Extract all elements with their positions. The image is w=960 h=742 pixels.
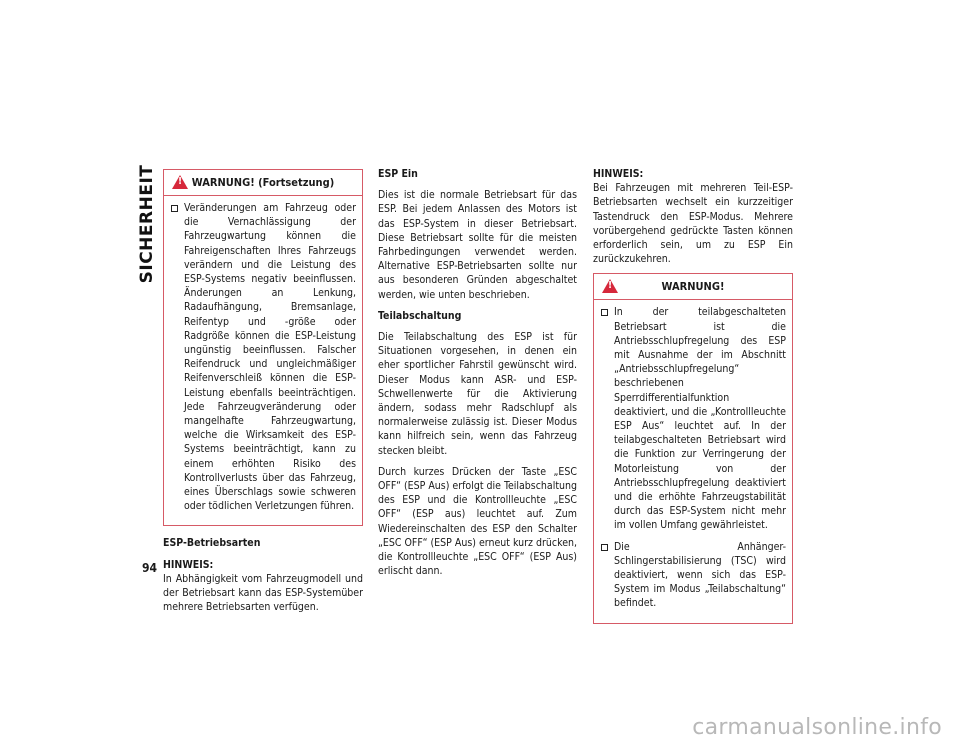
bullet-square-icon	[601, 544, 608, 551]
note-label: HINWEIS:	[163, 558, 214, 571]
page-number: 94	[142, 561, 158, 575]
warning-box-continued	[163, 169, 363, 526]
bullet-square-icon	[601, 309, 608, 316]
footer-watermark: carmanualsonline.info	[692, 715, 942, 740]
warning-header	[164, 170, 362, 196]
section-heading-partial-off: Teilabschaltung	[378, 309, 462, 322]
warning-bullet	[600, 305, 786, 532]
warning-header	[594, 274, 792, 300]
warning-title: WARNUNG!	[661, 280, 725, 294]
warning-bullet-text: Die Anhänger-Schlingerstabilisierung (TSC) wird deaktiviert, wenn sich das ESP-System im Modus „Teilabschaltung“ befindet.	[614, 540, 786, 610]
warning-bullet	[600, 540, 786, 611]
paragraph-partial-off: Die Teilabschaltung des ESP ist für Situationen vorgesehen, in denen ein eher sportlicher Fahrstil gewünscht wird. Dieser Modus kann ASR- und ESP-Schwellenwerte für die Aktivierung ändern, sodass mehr Radschlupf als normalerweise zulässig ist. Dieser Modus kann hilfreich sein, wenn das Fahrzeug stecken bleibt.	[378, 331, 577, 457]
section-heading-esp-modes: ESP-Betriebsarten	[163, 537, 261, 550]
warning-body	[594, 300, 792, 622]
warning-triangle-icon	[602, 279, 618, 293]
warning-body	[164, 196, 362, 525]
note-text: In Abhängigkeit vom Fahrzeugmodell und der Betriebsart kann das ESP-Systemüber mehrere Betriebsarten verfügen.	[163, 572, 363, 614]
section-heading-esp-on: ESP Ein	[378, 168, 418, 180]
warning-bullet	[170, 201, 356, 513]
warning-box	[593, 273, 793, 623]
column-1	[163, 167, 363, 621]
column-3	[593, 167, 793, 634]
warning-bullet-text: In der teilabgeschalteten Betriebsart ist die Antriebsschlupfregelung des ESP mit Ausnahme der im Abschnitt „Antriebsschlupfregelung“ beschriebenen Sperrdifferentialfunktion deaktiviert, und die „Kontrollleuchte ESP Aus“ leuchtet auf. In der teilabgeschalteten Betriebsart wird die Funktion zur Verringerung der Motorleistung von der Antriebsschlupfregelung deaktiviert und die erhöhte Fahrzeugstabilität durch das ESP-System nicht mehr im vollen Umfang gewährleistet.	[614, 306, 786, 532]
column-2	[378, 167, 577, 585]
section-tab	[136, 164, 158, 284]
note-label: HINWEIS:	[593, 168, 644, 180]
warning-triangle-icon	[172, 175, 188, 189]
section-tab-label: SICHERHEIT	[137, 164, 157, 284]
paragraph-esp-on: Dies ist die normale Betriebsart für das ESP. Bei jedem Anlassen des Motors ist das ESP-System in dieser Betriebsart. Diese Betriebsart sollte für die meisten Fahrbedingungen verwendet werden. Alternative ESP-Betriebsarten sollte nur aus besonderen Gründen abgeschaltet werden, wie unten beschrieben.	[378, 189, 577, 301]
note-text: Bei Fahrzeugen mit mehreren Teil-ESP-Betriebsarten wechselt ein kurzzeitiger Tastendruck den ESP-Modus. Mehrere vorübergehend gedrückte Tasten können erforderlich sein, um zu ESP Ein zurückzukehren.	[593, 182, 793, 266]
paragraph-esc-off-button: Durch kurzes Drücken der Taste „ESC OFF“ (ESP Aus) erfolgt die Teilabschaltung des ESP und die Kontrollleuchte „ESC OFF“ (ESP aus) leuchtet auf. Zum Wiedereinschalten des ESP den Schalter „ESC OFF“ (ESP Aus) erneut kurz drücken, die Kontrollleuchte „ESC OFF“ (ESP Aus) erlischt dann.	[378, 465, 577, 578]
bullet-square-icon	[171, 205, 178, 212]
warning-title: WARNUNG! (Fortsetzung)	[191, 176, 335, 189]
warning-bullet-text: Veränderungen am Fahrzeug oder die Vernachlässigung der Fahrzeugwartung können die Fahreigenschaften Ihres Fahrzeugs verändern und die Leistung des ESP-Systems negativ beeinflussen. Änderungen an Lenkung, Radaufhängung, Bremsanlage, Reifentyp und -größe oder Radgröße können die ESP-Leistung ungünstig beeinflussen. Falscher Reifendruck und ungleichmäßiger Reifenverschleiß können die ESP-Leistung ebenfalls beeinträchtigen. Jede Fahrzeugveränderung oder mangelhafte Fahrzeugwartung, welche die Wirksamkeit des ESP-Systems beeinträchtigt, kann zu einem erhöhten Risiko des Kontrollverlusts über das Fahrzeug, eines Überschlags sowie schweren oder tödlichen Verletzungen führen.	[184, 202, 356, 513]
